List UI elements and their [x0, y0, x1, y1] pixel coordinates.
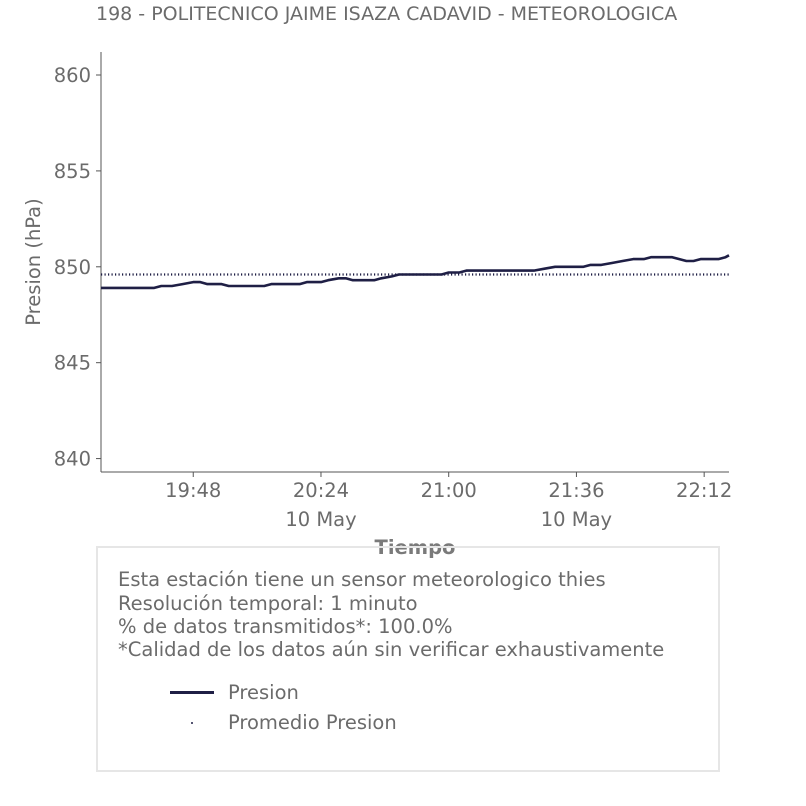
quality-note: *Calidad de los datos aún sin verificar exhaustivamente [118, 638, 665, 661]
pressure-series-line [101, 255, 729, 288]
transmitted-note: % de datos transmitidos*: 100.0% [118, 615, 453, 638]
station-note: Esta estación tiene un sensor meteorologico thies [118, 568, 606, 591]
x-tick-date-label: 10 May [540, 508, 613, 531]
y-tick-label: 840 [53, 447, 91, 471]
legend-label-presion: Presion [228, 681, 299, 704]
x-tick-label: 20:24 [292, 479, 350, 502]
x-tick-date-label: 10 May [285, 508, 357, 531]
resolution-note: Resolución temporal: 1 minuto [118, 592, 418, 615]
x-tick-label: 22:12 [676, 479, 733, 502]
y-tick-label: 860 [53, 64, 91, 88]
info-legend-box [96, 546, 720, 772]
legend-dot-swatch [191, 722, 193, 724]
y-tick-label: 845 [53, 351, 91, 375]
y-axis-label: Presion (hPa) [22, 198, 45, 326]
legend-label-promedio: Promedio Presion [228, 711, 397, 734]
x-tick-label: 19:48 [165, 479, 222, 502]
y-tick-label: 855 [53, 159, 91, 183]
x-tick-label: 21:36 [548, 479, 605, 502]
chart-title: 198 - POLITECNICO JAIME ISAZA CADAVID - METEOROLOGICA [96, 3, 678, 25]
x-tick-label: 21:00 [420, 479, 477, 502]
x-axis-label: Tiempo [374, 536, 456, 559]
y-tick-label: 850 [53, 255, 91, 279]
legend-line-swatch [170, 691, 214, 694]
